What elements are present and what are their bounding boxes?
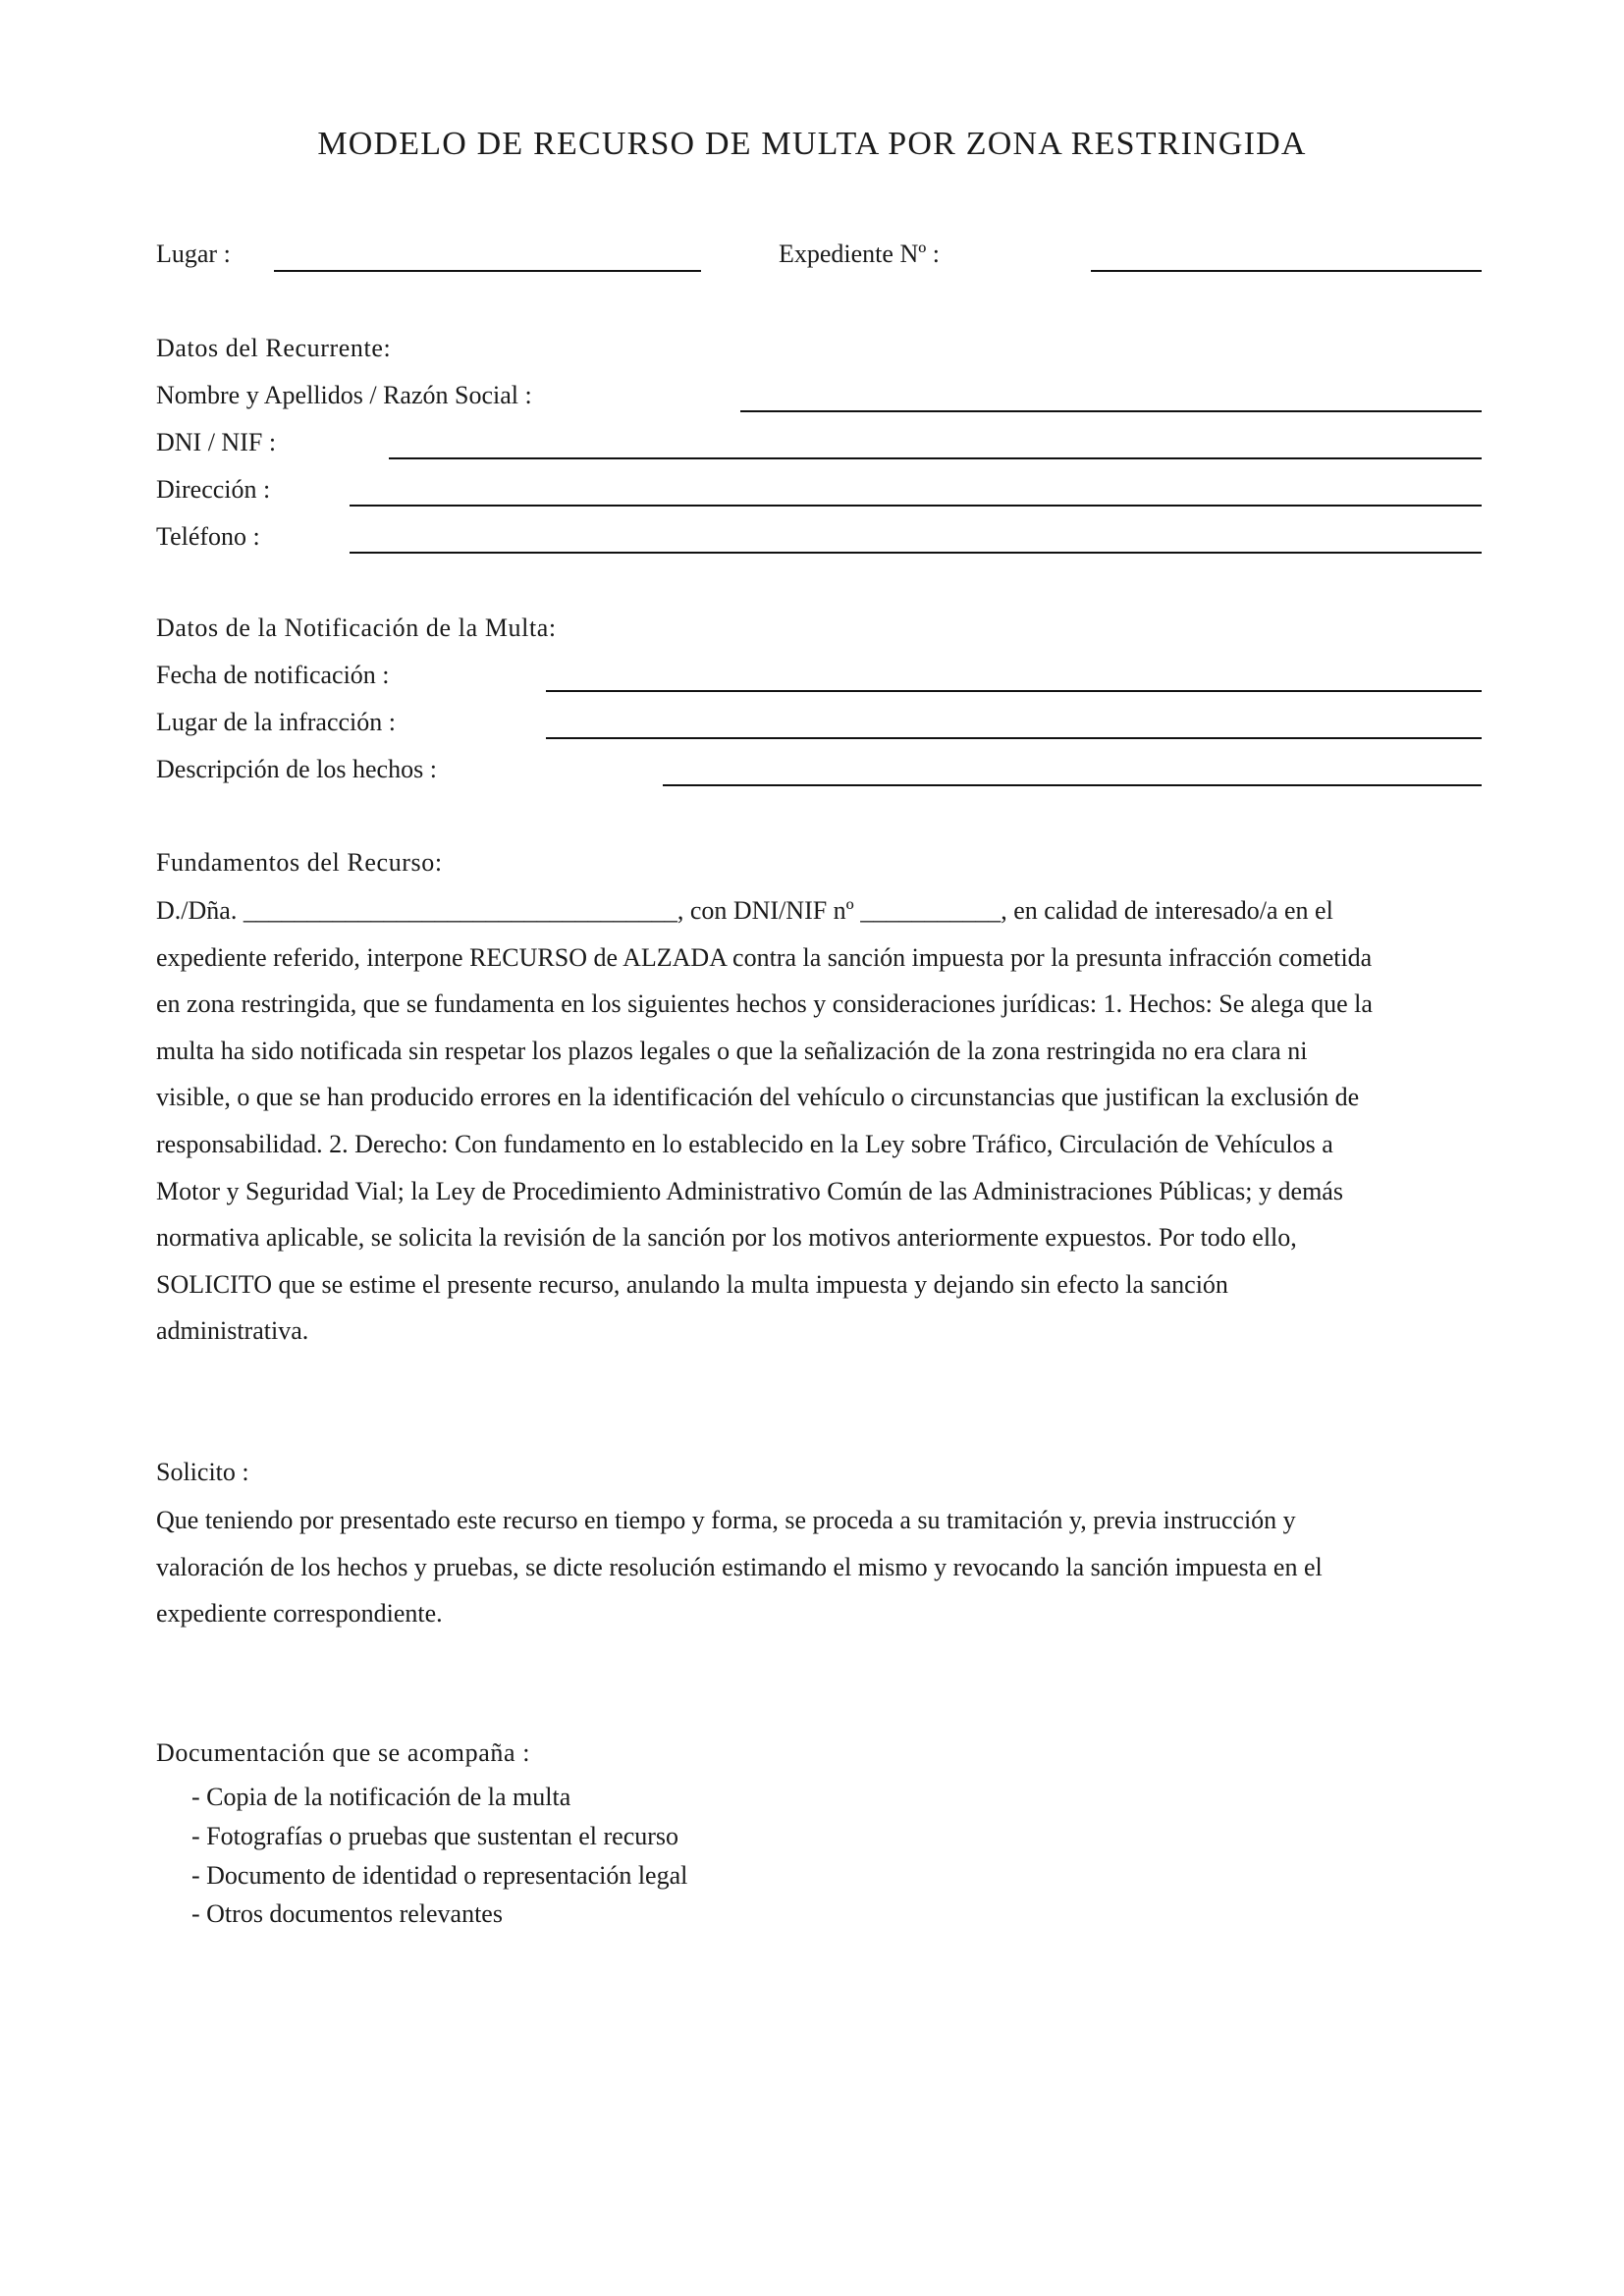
lugar-infraccion-field-line[interactable] (546, 737, 1482, 739)
fundamentos-paragraph (156, 887, 1482, 1355)
solicito-line: valoración de los hechos y pruebas, se dicte resolución estimando el mismo y revocando la sanción impuesta en el (156, 1552, 1323, 1581)
solicito-line: expediente correspondiente. (156, 1599, 443, 1629)
fundamentos-line: D./Dña. __________________________________, con DNI/NIF nº ___________, en calidad de interesado/a en el (156, 896, 1333, 925)
fundamentos-line: en zona restringida, que se fundamenta en los siguientes hechos y consideraciones jurídicas: 1. Hechos: Se alega que la (156, 989, 1373, 1019)
fundamentos-line: normativa aplicable, se solicita la revisión de la sanción por los motivos anteriormente expuestos. Por todo ello, (156, 1223, 1297, 1253)
fundamentos-line: responsabilidad. 2. Derecho: Con fundamento en lo establecido en la Ley sobre Tráfico, Circulación de Vehículos a (156, 1129, 1333, 1158)
documentacion-item: - Fotografías o pruebas que sustentan el recurso (191, 1822, 679, 1850)
telefono-label: Teléfono : (156, 522, 260, 551)
fecha-notificacion-label: Fecha de notificación : (156, 661, 390, 689)
direccion-label: Dirección : (156, 475, 271, 504)
expediente-field-line[interactable] (1091, 270, 1482, 272)
documentacion-item: - Copia de la notificación de la multa (191, 1783, 571, 1811)
lugar-field-line[interactable] (274, 270, 701, 272)
nombre-field-line[interactable] (740, 410, 1482, 412)
solicito-paragraph (156, 1497, 1482, 1637)
dni-field-line[interactable] (389, 457, 1482, 459)
lugar-infraccion-label: Lugar de la infracción : (156, 708, 396, 736)
documentacion-heading: Documentación que se acompaña : (156, 1738, 531, 1767)
documentacion-item: - Otros documentos relevantes (191, 1899, 503, 1928)
telefono-field-line[interactable] (350, 552, 1482, 554)
fundamentos-line: administrativa. (156, 1316, 309, 1346)
recurrente-heading: Datos del Recurrente: (156, 334, 392, 362)
fundamentos-line: expediente referido, interpone RECURSO de ALZADA contra la sanción impuesta por la presunta infracción cometida (156, 942, 1373, 972)
direccion-field-line[interactable] (350, 505, 1482, 507)
notificacion-heading: Datos de la Notificación de la Multa: (156, 614, 557, 642)
solicito-heading: Solicito : (156, 1458, 249, 1486)
fundamentos-line: SOLICITO que se estime el presente recurso, anulando la multa impuesta y dejando sin efecto la sanción (156, 1269, 1228, 1299)
dni-label: DNI / NIF : (156, 428, 277, 456)
fundamentos-line: Motor y Seguridad Vial; la Ley de Procedimiento Administrativo Común de las Administraciones Públicas; y demás (156, 1176, 1343, 1205)
fundamentos-line: multa ha sido notificada sin respetar los plazos legales o que la señalización de la zona restringida no era clara ni (156, 1036, 1308, 1065)
lugar-label: Lugar : (156, 240, 231, 268)
nombre-label: Nombre y Apellidos / Razón Social : (156, 381, 532, 409)
expediente-label: Expediente Nº : (779, 240, 941, 268)
solicito-line: Que teniendo por presentado este recurso en tiempo y forma, se proceda a su tramitación y, previa instrucción y (156, 1506, 1296, 1534)
fundamentos-line: visible, o que se han producido errores en la identificación del vehículo o circunstancias que justifican la exclusión de (156, 1083, 1360, 1112)
fecha-notificacion-field-line[interactable] (546, 690, 1482, 692)
descripcion-hechos-label: Descripción de los hechos : (156, 755, 437, 783)
page-title: MODELO DE RECURSO DE MULTA POR ZONA RESTRINGIDA (317, 126, 1307, 162)
documentacion-item: - Documento de identidad o representación legal (191, 1861, 688, 1890)
fundamentos-heading: Fundamentos del Recurso: (156, 848, 443, 877)
descripcion-hechos-field-line[interactable] (663, 784, 1482, 786)
